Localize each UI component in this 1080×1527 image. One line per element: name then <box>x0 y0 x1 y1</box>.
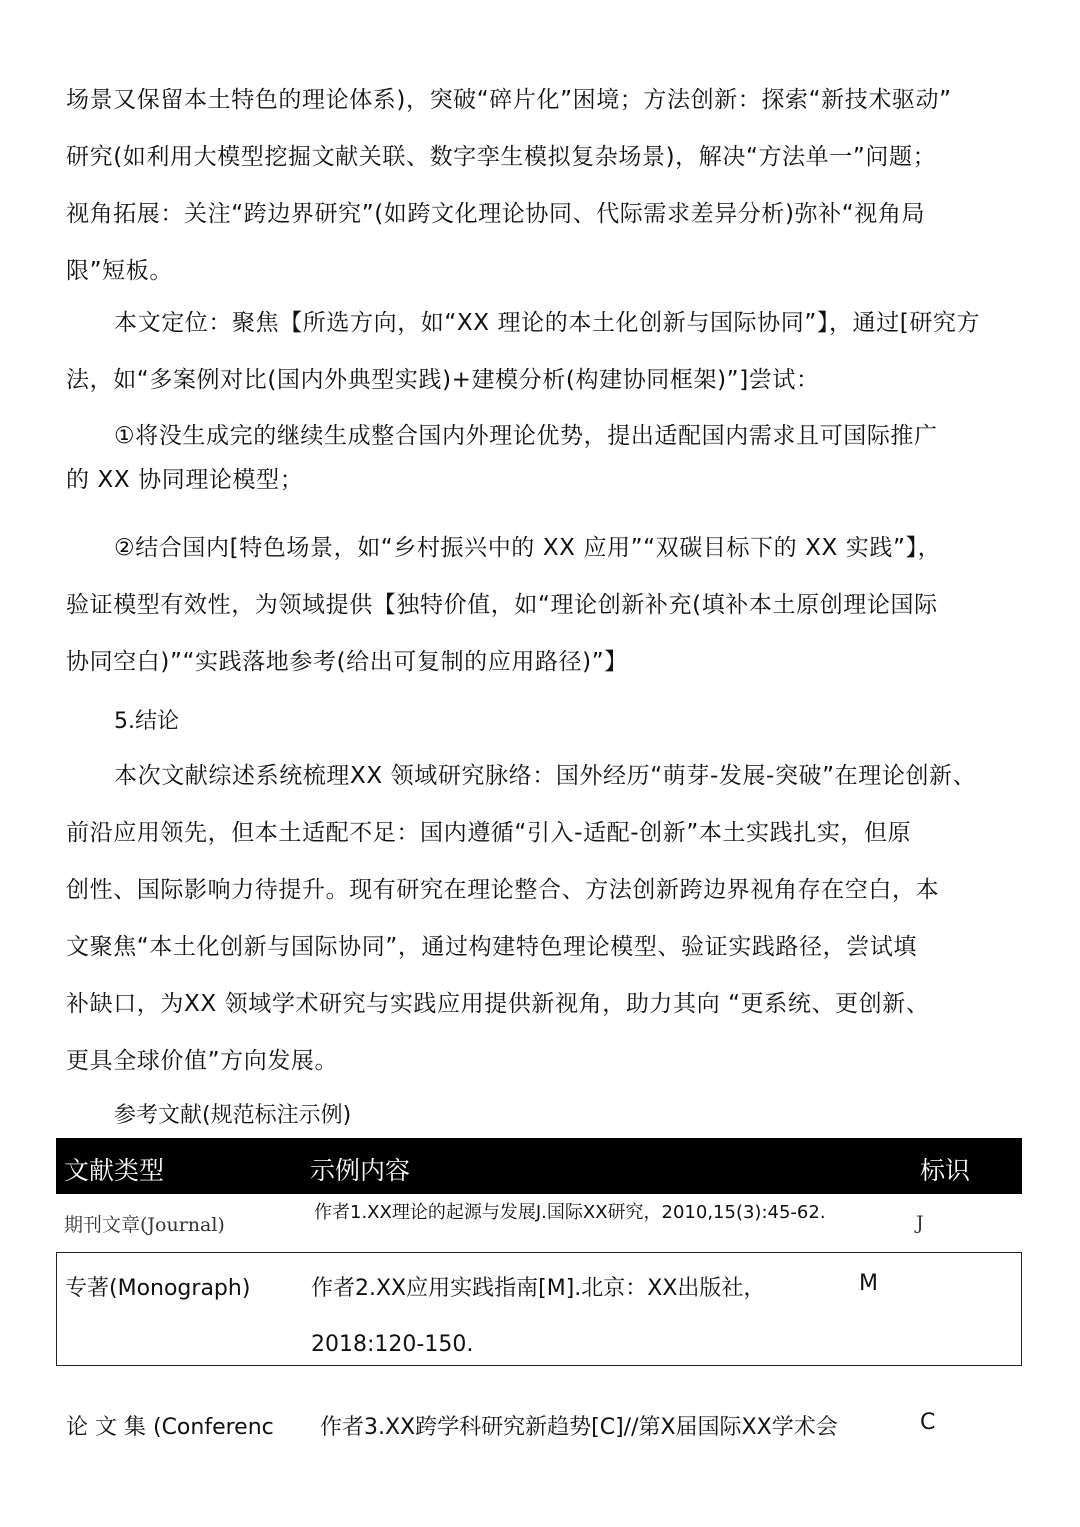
table-caption: 参考文献(规范标注示例) <box>114 1103 352 1128</box>
cell-content: 作者3.XX跨学科研究新趋势[C]//第X届国际XX学术会 <box>320 1415 838 1440</box>
paragraph-positioning <box>66 295 1016 409</box>
cell-type: 论 文 集 (Conferenc <box>66 1415 274 1440</box>
header-content: 示例内容 <box>310 1156 411 1185</box>
paragraph-item-1 <box>66 414 1016 502</box>
text-line: 文聚焦“本土化创新与国际协同”，通过构建特色理论模型、验证实践路径，尝试填 <box>66 934 918 960</box>
cell-mark: C <box>920 1410 936 1435</box>
text-line: 本文定位：聚焦【所选方向，如“XX 理论的本土化创新与国际协同”】，通过[研究方 <box>114 310 981 336</box>
paragraph-conclusion <box>66 748 1016 1090</box>
text-line: ②结合国内[特色场景，如“乡村振兴中的 XX 应用”“双碳目标下的 XX 实践”】， <box>114 535 942 561</box>
reference-table <box>56 1138 1022 1368</box>
cell-content: 作者2.XX应用实践指南[M].北京：XX出版社， 2018:120-150. <box>311 1276 766 1357</box>
table-row <box>56 1194 1022 1250</box>
text-line: 验证模型有效性，为领域提供【独特价值，如“理论创新补充(填补本土原创理论国际 <box>66 592 938 618</box>
text-line: 补缺口，为XX 领域学术研究与实践应用提供新视角，助力其向 “更系统、更创新、 <box>66 991 930 1017</box>
cell-mark: M <box>859 1271 878 1296</box>
text-line: 研究(如利用大模型挖掘文献关联、数字孪生模拟复杂场景)，解决“方法单一”问题； <box>66 144 937 170</box>
text-line: 限”短板。 <box>66 258 173 284</box>
text-line: 视角拓展：关注“跨边界研究”(如跨文化理论协同、代际需求差异分析)弥补“视角局 <box>66 201 926 227</box>
text-line: 创性、国际影响力待提升。现有研究在理论整合、方法创新跨边界视角存在空白，本 <box>66 877 940 903</box>
table-row <box>56 1252 1022 1366</box>
cell-content: 作者1.XX理论的起源与发展J.国际XX研究，2010,15(3):45-62. <box>314 1202 826 1223</box>
text-line: 场景又保留本土特色的理论体系)，突破“碎片化”困境；方法创新：探索“新技术驱动” <box>66 87 952 113</box>
text-line: 的 XX 协同理论模型； <box>66 467 304 493</box>
text-line: ①将没生成完的继续生成整合国内外理论优势，提出适配国内需求且可国际推广 <box>114 423 938 449</box>
cell-mark: J <box>916 1212 924 1234</box>
paragraph-innovation <box>66 72 1016 300</box>
text-line: 协同空白)”“实践落地参考(给出可复制的应用路径)”】 <box>66 649 628 675</box>
cell-type: 期刊文章(Journal) <box>64 1214 225 1236</box>
paragraph-item-2 <box>66 520 1016 691</box>
section-title-conclusion: 5.结论 <box>114 709 179 734</box>
header-mark: 标识 <box>920 1156 971 1185</box>
text-line: 更具全球价值”方向发展。 <box>66 1048 339 1074</box>
table-header <box>56 1138 1022 1194</box>
header-type: 文献类型 <box>64 1156 165 1185</box>
text-line: 本次文献综述系统梳理XX 领域研究脉络：国外经历“萌芽-发展-突破”在理论创新、 <box>114 763 977 789</box>
text-line: 前沿应用领先，但本土适配不足：国内遵循“引入-适配-创新”本土实践扎实，但原 <box>66 820 912 846</box>
text-line: 法，如“多案例对比(国内外典型实践)+建模分析(构建协同框架)”]尝试： <box>66 367 820 393</box>
cell-type: 专著(Monograph) <box>65 1276 251 1301</box>
